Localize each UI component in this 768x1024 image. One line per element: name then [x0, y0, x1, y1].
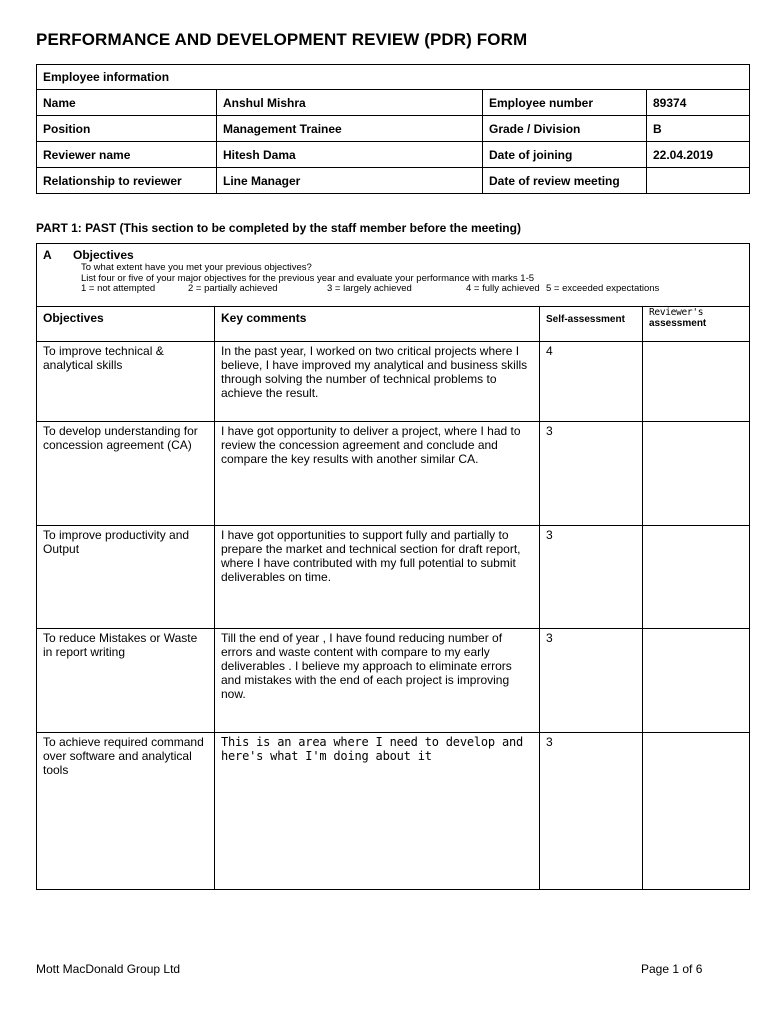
info-row-reviewer [37, 142, 750, 168]
reviewer-assessment-cell[interactable] [643, 629, 750, 733]
col-header-key-comments: Key comments [215, 307, 540, 342]
employee-number-label: Employee number [483, 90, 647, 116]
comment-cell[interactable]: I have got opportunity to deliver a project, where I had to review the concession agreement and conclude and compare the key results with another similar CA. [215, 422, 540, 526]
relationship-label: Relationship to reviewer [37, 168, 217, 194]
part1-title: PART 1: PAST (This section to be completed by the staff member before the meeting) [36, 221, 521, 235]
section-letter: A [43, 248, 52, 262]
mark-1: 1 = not attempted [81, 283, 156, 294]
reviewer-name-label: Reviewer name [37, 142, 217, 168]
name-label: Name [37, 90, 217, 116]
self-assessment-cell[interactable]: 4 [540, 342, 643, 422]
marks-legend [43, 284, 743, 294]
objective-cell[interactable]: To improve technical & analytical skills [37, 342, 215, 422]
position-value[interactable]: Management Trainee [217, 116, 483, 142]
table-row [37, 422, 750, 526]
objective-cell[interactable]: To improve productivity and Output [37, 526, 215, 629]
review-meeting-date-value[interactable] [647, 168, 750, 194]
reviewer-name-value[interactable]: Hitesh Dama [217, 142, 483, 168]
table-row [37, 629, 750, 733]
reviewer-assessment-cell[interactable] [643, 733, 750, 890]
reviewer-assessment-cell[interactable] [643, 342, 750, 422]
objective-cell[interactable]: To reduce Mistakes or Waste in report writing [37, 629, 215, 733]
mark-3: 3 = largely achieved [327, 283, 412, 294]
section-title: Objectives [73, 248, 134, 262]
table-row [37, 526, 750, 629]
reviewer-header-line2: assessment [649, 318, 707, 329]
self-assessment-cell[interactable]: 3 [540, 526, 643, 629]
section-question: To what extent have you met your previous objectives? [81, 262, 312, 273]
mark-4: 4 = fully achieved [466, 283, 540, 294]
name-value[interactable]: Anshul Mishra [217, 90, 483, 116]
employee-info-heading: Employee information [37, 65, 750, 90]
comment-cell[interactable]: This is an area where I need to develop and here's what I'm doing about it [215, 733, 540, 890]
objectives-table [36, 243, 750, 890]
footer-page-number: Page 1 of 6 [641, 962, 703, 976]
mark-5: 5 = exceeded expectations [546, 283, 660, 294]
employee-number-value[interactable]: 89374 [647, 90, 750, 116]
reviewer-assessment-cell[interactable] [643, 422, 750, 526]
reviewer-header-line1: Reviewer's [649, 307, 704, 318]
review-meeting-date-label: Date of review meeting [483, 168, 647, 194]
objective-cell[interactable]: To develop understanding for concession agreement (CA) [37, 422, 215, 526]
info-row-relationship [37, 168, 750, 194]
footer-company: Mott MacDonald Group Ltd [36, 962, 181, 976]
position-label: Position [37, 116, 217, 142]
self-assessment-cell[interactable]: 3 [540, 629, 643, 733]
grade-division-value[interactable]: B [647, 116, 750, 142]
self-assessment-cell[interactable]: 3 [540, 733, 643, 890]
comment-cell[interactable]: I have got opportunities to support fully and partially to prepare the market and technical section for draft report, where I have contributed with my full potential to submit deliverables on time. [215, 526, 540, 629]
page-title: PERFORMANCE AND DEVELOPMENT REVIEW (PDR) FORM [36, 30, 528, 49]
info-row-position [37, 116, 750, 142]
reviewer-assessment-cell[interactable] [643, 526, 750, 629]
section-instruction: List four or five of your major objectives for the previous year and evaluate your performance with marks 1-5 [81, 273, 535, 284]
info-row-name [37, 90, 750, 116]
comment-cell[interactable]: In the past year, I worked on two critical projects where I believe, I have improved my analytical and business skills through solving the number of technical problems to achieve the result. [215, 342, 540, 422]
objectives-section-intro [37, 244, 750, 307]
col-header-objectives: Objectives [37, 307, 215, 342]
table-row [37, 733, 750, 890]
col-header-self-assessment: Self-assessment [540, 307, 643, 342]
objective-cell[interactable]: To achieve required command over software and analytical tools [37, 733, 215, 890]
mark-2: 2 = partially achieved [188, 283, 278, 294]
col-header-reviewer-assessment [643, 307, 750, 342]
relationship-value[interactable]: Line Manager [217, 168, 483, 194]
employee-info-table [36, 64, 750, 194]
grade-division-label: Grade / Division [483, 116, 647, 142]
self-assessment-cell[interactable]: 3 [540, 422, 643, 526]
comment-cell[interactable]: Till the end of year , I have found reducing number of errors and waste content with compare to my early deliverables . I believe my approach to eliminate errors and mistakes with the end of each project is improving now. [215, 629, 540, 733]
table-row [37, 342, 750, 422]
date-of-joining-label: Date of joining [483, 142, 647, 168]
date-of-joining-value[interactable]: 22.04.2019 [647, 142, 750, 168]
